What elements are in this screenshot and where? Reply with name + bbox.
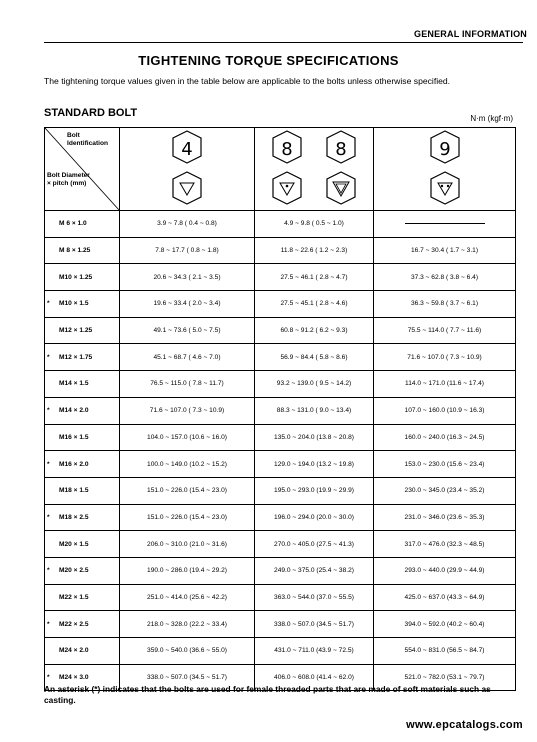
torque-value-grade-9: 230.0 ~ 345.0 (23.4 ~ 35.2) <box>374 477 516 504</box>
grade-9-mark: 9 <box>438 139 451 160</box>
bolt-size: M24 × 2.0 <box>59 647 89 655</box>
bolt-size-cell <box>45 371 120 398</box>
torque-value-grade-8: 56.9 ~ 84.4 ( 5.8 ~ 8.6) <box>255 344 374 371</box>
torque-value-grade-4: 100.0 ~ 149.0 (10.2 ~ 15.2) <box>120 451 255 478</box>
torque-value-grade-4: 151.0 ~ 226.0 (15.4 ~ 23.0) <box>120 504 255 531</box>
torque-value-grade-9: 521.0 ~ 782.0 (53.1 ~ 79.7) <box>374 664 516 691</box>
torque-value-grade-8: 27.5 ~ 45.1 ( 2.8 ~ 4.6) <box>255 291 374 318</box>
bolt-size-cell <box>45 291 120 318</box>
bolt-size-cell <box>45 638 120 665</box>
grade-9-header <box>374 128 516 211</box>
table-row <box>45 504 516 531</box>
torque-value-grade-9: 36.3 ~ 59.8 ( 3.7 ~ 6.1) <box>374 291 516 318</box>
grade-8-mark: 8 <box>281 139 293 160</box>
table-row <box>45 611 516 638</box>
table-row <box>45 211 516 238</box>
torque-value-grade-4: 151.0 ~ 226.0 (15.4 ~ 23.0) <box>120 477 255 504</box>
bolt-size: M22 × 1.5 <box>59 593 89 601</box>
asterisk-marker: * <box>47 300 50 308</box>
bolt-size: M 6 × 1.0 <box>59 220 87 228</box>
asterisk-marker: * <box>47 407 50 415</box>
not-applicable-cell <box>374 211 516 238</box>
header-rule <box>44 42 523 43</box>
table-row <box>45 584 516 611</box>
asterisk-marker: * <box>47 353 50 361</box>
torque-value-grade-4: 3.9 ~ 7.8 ( 0.4 ~ 0.8) <box>120 211 255 238</box>
torque-value-grade-9: 114.0 ~ 171.0 (11.6 ~ 17.4) <box>374 371 516 398</box>
bolt-size-cell <box>45 211 120 238</box>
watermark: www.epcatalogs.com <box>406 719 523 731</box>
torque-value-grade-8: 135.0 ~ 204.0 (13.8 ~ 20.8) <box>255 424 374 451</box>
torque-value-grade-8: 431.0 ~ 711.0 (43.9 ~ 72.5) <box>255 638 374 665</box>
torque-value-grade-9: 71.6 ~ 107.0 ( 7.3 ~ 10.9) <box>374 344 516 371</box>
bolt-size: M22 × 2.5 <box>59 620 89 628</box>
table-row <box>45 264 516 291</box>
torque-value-grade-9: 394.0 ~ 592.0 (40.2 ~ 60.4) <box>374 611 516 638</box>
bolt-size-cell <box>45 424 120 451</box>
torque-value-grade-9: 160.0 ~ 240.0 (16.3 ~ 24.5) <box>374 424 516 451</box>
torque-value-grade-9: 75.5 ~ 114.0 ( 7.7 ~ 11.6) <box>374 317 516 344</box>
torque-value-grade-4: 218.0 ~ 328.0 (22.2 ~ 33.4) <box>120 611 255 638</box>
grade-4-header <box>120 128 255 211</box>
bolt-size: M16 × 1.5 <box>59 433 89 441</box>
bolt-size-cell <box>45 451 120 478</box>
torque-value-grade-8: 195.0 ~ 293.0 (19.9 ~ 29.9) <box>255 477 374 504</box>
bolt-size-cell <box>45 317 120 344</box>
bolt-size: M18 × 2.5 <box>59 513 89 521</box>
torque-value-grade-4: 71.6 ~ 107.0 ( 7.3 ~ 10.9) <box>120 397 255 424</box>
torque-value-grade-4: 359.0 ~ 540.0 (36.6 ~ 55.0) <box>120 638 255 665</box>
torque-value-grade-4: 338.0 ~ 507.0 (34.5 ~ 51.7) <box>120 664 255 691</box>
torque-value-grade-4: 20.6 ~ 34.3 ( 2.1 ~ 3.5) <box>120 264 255 291</box>
torque-value-grade-4: 76.5 ~ 115.0 ( 7.8 ~ 11.7) <box>120 371 255 398</box>
table-row <box>45 557 516 584</box>
torque-value-grade-4: 206.0 ~ 310.0 (21.0 ~ 31.6) <box>120 531 255 558</box>
table-row <box>45 317 516 344</box>
header-corner-cell <box>45 128 120 211</box>
torque-value-grade-8: 4.9 ~ 9.8 ( 0.5 ~ 1.0) <box>255 211 374 238</box>
grade-8-bolt-icon <box>259 128 369 208</box>
grade-8-header <box>255 128 374 211</box>
table-row <box>45 291 516 318</box>
bolt-size: M20 × 1.5 <box>59 540 89 548</box>
torque-value-grade-8: 88.3 ~ 131.0 ( 9.0 ~ 13.4) <box>255 397 374 424</box>
asterisk-marker: * <box>47 620 50 628</box>
torque-value-grade-4: 45.1 ~ 68.7 ( 4.6 ~ 7.0) <box>120 344 255 371</box>
intro-text: The tightening torque values given in the table below are applicable to the bolts unless otherwise specified. <box>44 76 451 86</box>
asterisk-marker: * <box>47 674 50 682</box>
bolt-size: M10 × 1.5 <box>59 300 89 308</box>
bolt-size-cell <box>45 584 120 611</box>
table-row <box>45 451 516 478</box>
bolt-size: M16 × 2.0 <box>59 460 89 468</box>
grade-8-alt-mark: 8 <box>335 139 347 160</box>
torque-value-grade-4: 190.0 ~ 286.0 (19.4 ~ 29.2) <box>120 557 255 584</box>
bolt-diameter-label: Bolt Diameter × pitch (mm) <box>47 172 90 187</box>
bolt-size-cell <box>45 397 120 424</box>
bolt-size: M10 × 1.25 <box>59 273 93 281</box>
bolt-identification-label: Bolt Identification <box>67 132 109 147</box>
torque-value-grade-8: 60.8 ~ 91.2 ( 6.2 ~ 9.3) <box>255 317 374 344</box>
bolt-size: M14 × 2.0 <box>59 407 89 415</box>
page-title: TIGHTENING TORQUE SPECIFICATIONS <box>138 53 399 68</box>
table-row <box>45 477 516 504</box>
bolt-size-cell <box>45 557 120 584</box>
table-row <box>45 531 516 558</box>
asterisk-marker: * <box>47 567 50 575</box>
torque-value-grade-8: 93.2 ~ 139.0 ( 9.5 ~ 14.2) <box>255 371 374 398</box>
torque-value-grade-8: 363.0 ~ 544.0 (37.0 ~ 55.5) <box>255 584 374 611</box>
dash-line <box>405 223 485 224</box>
bolt-size-cell <box>45 611 120 638</box>
bolt-size: M14 × 1.5 <box>59 380 89 388</box>
bolt-size: M18 × 1.5 <box>59 487 89 495</box>
bolt-size-cell <box>45 344 120 371</box>
torque-value-grade-4: 49.1 ~ 73.6 ( 5.0 ~ 7.5) <box>120 317 255 344</box>
torque-value-grade-8: 338.0 ~ 507.0 (34.5 ~ 51.7) <box>255 611 374 638</box>
bolt-size: M12 × 1.25 <box>59 327 93 335</box>
subtitle: STANDARD BOLT <box>44 107 138 119</box>
torque-value-grade-9: 554.0 ~ 831.0 (56.5 ~ 84.7) <box>374 638 516 665</box>
table-row <box>45 397 516 424</box>
asterisk-marker: * <box>47 460 50 468</box>
torque-value-grade-9: 425.0 ~ 637.0 (43.3 ~ 64.9) <box>374 584 516 611</box>
torque-value-grade-8: 249.0 ~ 375.0 (25.4 ~ 38.2) <box>255 557 374 584</box>
table-row <box>45 638 516 665</box>
bolt-size-cell <box>45 264 120 291</box>
torque-value-grade-8: 27.5 ~ 46.1 ( 2.8 ~ 4.7) <box>255 264 374 291</box>
asterisk-marker: * <box>47 513 50 521</box>
torque-value-grade-8: 129.0 ~ 194.0 (13.2 ~ 19.8) <box>255 451 374 478</box>
torque-value-grade-8: 270.0 ~ 405.0 (27.5 ~ 41.3) <box>255 531 374 558</box>
torque-value-grade-8: 196.0 ~ 294.0 (20.0 ~ 30.0) <box>255 504 374 531</box>
grade-4-mark: 4 <box>181 139 193 160</box>
section-header: GENERAL INFORMATION <box>414 29 527 39</box>
torque-value-grade-4: 104.0 ~ 157.0 (10.6 ~ 16.0) <box>120 424 255 451</box>
torque-value-grade-4: 7.8 ~ 17.7 ( 0.8 ~ 1.8) <box>120 237 255 264</box>
asterisk-note: An asterisk (*) indicates that the bolts are used for female threaded parts that are made of soft materials such as casting. <box>44 684 491 705</box>
bolt-size: M12 × 1.75 <box>59 353 93 361</box>
torque-value-grade-9: 231.0 ~ 346.0 (23.6 ~ 35.3) <box>374 504 516 531</box>
table-row <box>45 371 516 398</box>
bolt-size: M 8 × 1.25 <box>59 247 91 255</box>
table-row <box>45 344 516 371</box>
grade-9-bolt-icon <box>415 128 475 208</box>
table-row <box>45 424 516 451</box>
grade-4-bolt-icon <box>157 128 217 208</box>
torque-value-grade-4: 251.0 ~ 414.0 (25.6 ~ 42.2) <box>120 584 255 611</box>
torque-value-grade-9: 16.7 ~ 30.4 ( 1.7 ~ 3.1) <box>374 237 516 264</box>
torque-value-grade-9: 293.0 ~ 440.0 (29.9 ~ 44.9) <box>374 557 516 584</box>
table-row <box>45 237 516 264</box>
torque-value-grade-9: 107.0 ~ 160.0 (10.9 ~ 16.3) <box>374 397 516 424</box>
bolt-size: M24 × 3.0 <box>59 674 89 682</box>
unit-label: N·m (kgf·m) <box>470 114 513 123</box>
torque-value-grade-9: 153.0 ~ 230.0 (15.6 ~ 23.4) <box>374 451 516 478</box>
torque-value-grade-9: 37.3 ~ 62.8 ( 3.8 ~ 6.4) <box>374 264 516 291</box>
bolt-size-cell <box>45 237 120 264</box>
torque-value-grade-4: 19.6 ~ 33.4 ( 2.0 ~ 3.4) <box>120 291 255 318</box>
bolt-size-cell <box>45 477 120 504</box>
torque-value-grade-8: 11.8 ~ 22.6 ( 1.2 ~ 2.3) <box>255 237 374 264</box>
bolt-size: M20 × 2.5 <box>59 567 89 575</box>
torque-table <box>44 127 516 691</box>
torque-value-grade-9: 317.0 ~ 476.0 (32.3 ~ 48.5) <box>374 531 516 558</box>
bolt-size-cell <box>45 504 120 531</box>
bolt-size-cell <box>45 531 120 558</box>
torque-value-grade-8: 406.0 ~ 608.0 (41.4 ~ 62.0) <box>255 664 374 691</box>
